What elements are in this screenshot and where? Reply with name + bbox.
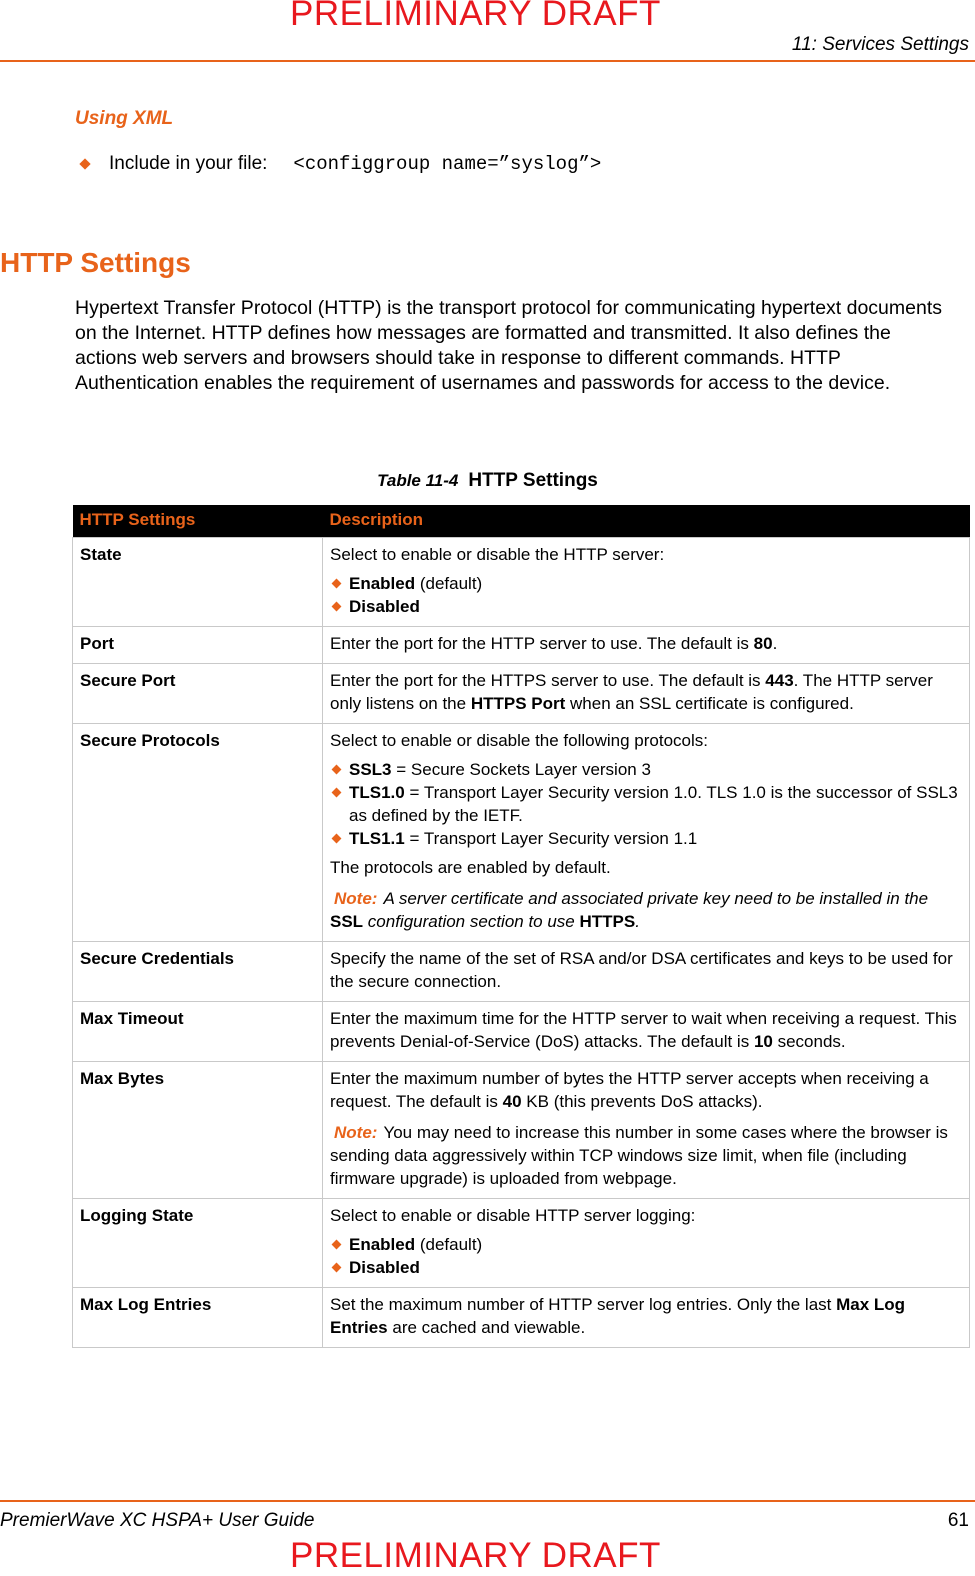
bold-term: Max Log Entries <box>330 1295 906 1337</box>
note-end: . <box>635 912 640 931</box>
footer-title: PremierWave XC HSPA+ User Guide <box>0 1510 315 1531</box>
protocol-text: = Secure Sockets Layer version 3 <box>396 760 651 779</box>
column-header-settings: HTTP Settings <box>73 505 323 538</box>
setting-description <box>323 724 970 942</box>
section-intro: Hypertext Transfer Protocol (HTTP) is the transport protocol for communicating hypertext documents on the Internet. HTTP defines how messages are formatted and transmitted. It also defines the actions web servers and browsers should take in response to different commands. HTTP Authentication enables the requirement of usernames and passwords for access to the device. <box>75 297 943 394</box>
setting-description <box>323 1062 970 1199</box>
bullet-diamond-icon <box>332 1263 342 1273</box>
http-settings-table <box>72 505 970 1348</box>
option-suffix: (default) <box>419 1235 483 1254</box>
section-title: HTTP Settings <box>0 247 191 278</box>
option-label: Disabled <box>349 597 420 616</box>
table-row-secure-protocols <box>73 724 970 942</box>
chapter-header: 11: Services Settings <box>791 34 969 55</box>
xml-bullet-text: Include in your file: <box>109 153 268 174</box>
table-row-max-log-entries <box>73 1288 970 1348</box>
note-text: You may need to increase this number in some cases where the browser is sending data aggressively within TCP windows size limit, when file (including firmware upgrade) is uploaded from webpage. <box>330 1123 948 1188</box>
bold-term: SSL <box>330 912 364 931</box>
description-text: Select to enable or disable the HTTP server: <box>330 545 665 564</box>
table-row-secure-port <box>73 664 970 724</box>
bullet-diamond-icon <box>332 765 342 775</box>
setting-name: State <box>73 538 323 627</box>
setting-name: Max Timeout <box>73 1002 323 1062</box>
note-text: A server certificate and associated private key need to be installed in the <box>383 889 929 908</box>
option-suffix: (default) <box>419 574 483 593</box>
option-label: Enabled <box>349 574 416 593</box>
description-text: when an SSL certificate is configured. <box>570 694 854 713</box>
description-text: Enter the maximum number of bytes the HTTP server accepts when receiving a request. The default is <box>330 1069 929 1111</box>
column-header-description: Description <box>323 505 970 538</box>
table-caption-number: Table 11-4 <box>377 471 459 490</box>
setting-description <box>323 538 970 627</box>
table-row-max-timeout <box>73 1002 970 1062</box>
list-item <box>330 572 962 595</box>
option-label: Enabled <box>349 1235 416 1254</box>
header-rule <box>0 60 975 62</box>
bullet-diamond-icon <box>79 158 90 169</box>
using-xml-heading: Using XML <box>75 108 174 129</box>
list-item <box>330 1233 962 1256</box>
description-text: Set the maximum number of HTTP server log entries. Only the last <box>330 1295 832 1314</box>
protocol-name: SSL3 <box>349 760 392 779</box>
xml-code: <configgroup name=”syslog”> <box>293 153 602 175</box>
setting-name: Logging State <box>73 1199 323 1288</box>
table-row-state <box>73 538 970 627</box>
bullet-diamond-icon <box>332 602 342 612</box>
table-row-secure-credentials <box>73 942 970 1002</box>
setting-name: Secure Port <box>73 664 323 724</box>
setting-name: Secure Credentials <box>73 942 323 1002</box>
list-item <box>330 827 962 850</box>
xml-bullet <box>75 153 601 175</box>
table-header-row <box>73 505 970 538</box>
note <box>330 1121 962 1190</box>
watermark-bottom: PRELIMINARY DRAFT <box>290 1536 661 1575</box>
description-text: . The HTTP server only listens on the <box>330 671 933 713</box>
setting-description <box>323 627 970 664</box>
note-label: Note: <box>334 889 378 908</box>
footer-rule <box>0 1500 975 1502</box>
table-caption-title: HTTP Settings <box>468 470 598 491</box>
watermark-top: PRELIMINARY DRAFT <box>290 0 661 33</box>
description-text: are cached and viewable. <box>392 1318 586 1337</box>
note-label: Note: <box>334 1123 378 1142</box>
bold-term: HTTPS <box>579 912 636 931</box>
description-text: Select to enable or disable the following protocols: <box>330 731 709 750</box>
table-caption <box>0 470 975 492</box>
protocol-text: = Transport Layer Security version 1.0. TLS 1.0 is the successor of SSL3 as defined by the IETF. <box>349 783 958 825</box>
setting-name: Max Log Entries <box>73 1288 323 1348</box>
description-end: . <box>772 634 778 653</box>
table-row-max-bytes <box>73 1062 970 1199</box>
description-text: Enter the port for the HTTPS server to use. The default is <box>330 671 761 690</box>
description-text: Enter the maximum time for the HTTP server to wait when receiving a request. This prevents Denial-of-Service (DoS) attacks. The default is <box>330 1009 957 1051</box>
protocol-text: = Transport Layer Security version 1.1 <box>409 829 698 848</box>
bold-term: HTTPS Port <box>470 694 566 713</box>
default-value: 80 <box>753 634 773 653</box>
description-text: Select to enable or disable HTTP server logging: <box>330 1206 696 1225</box>
setting-name: Max Bytes <box>73 1062 323 1199</box>
setting-description <box>323 1288 970 1348</box>
list-item <box>330 781 962 827</box>
note-text: configuration section to use <box>367 912 575 931</box>
description-text: Enter the port for the HTTP server to use. The default is <box>330 634 749 653</box>
bullet-diamond-icon <box>332 579 342 589</box>
list-item <box>330 758 962 781</box>
list-item <box>330 595 962 618</box>
list-item <box>330 1256 962 1279</box>
bullet-diamond-icon <box>332 788 342 798</box>
default-value: 443 <box>765 671 794 690</box>
setting-description: Specify the name of the set of RSA and/or DSA certificates and keys to be used for the secure connection. <box>323 942 970 1002</box>
description-text: The protocols are enabled by default. <box>330 858 611 877</box>
setting-name: Port <box>73 627 323 664</box>
setting-description <box>323 1199 970 1288</box>
default-value: 40 <box>502 1092 522 1111</box>
protocol-name: TLS1.1 <box>349 829 405 848</box>
default-value: 10 <box>753 1032 773 1051</box>
description-text: seconds. <box>777 1032 846 1051</box>
setting-name: Secure Protocols <box>73 724 323 942</box>
setting-description <box>323 664 970 724</box>
table-row-logging-state <box>73 1199 970 1288</box>
description-text: KB (this prevents DoS attacks). <box>526 1092 763 1111</box>
bullet-diamond-icon <box>332 1240 342 1250</box>
protocol-name: TLS1.0 <box>349 783 405 802</box>
option-label: Disabled <box>349 1258 420 1277</box>
table-row-port <box>73 627 970 664</box>
setting-description <box>323 1002 970 1062</box>
bullet-diamond-icon <box>332 834 342 844</box>
page-number: 61 <box>947 1510 969 1531</box>
note <box>330 887 962 933</box>
